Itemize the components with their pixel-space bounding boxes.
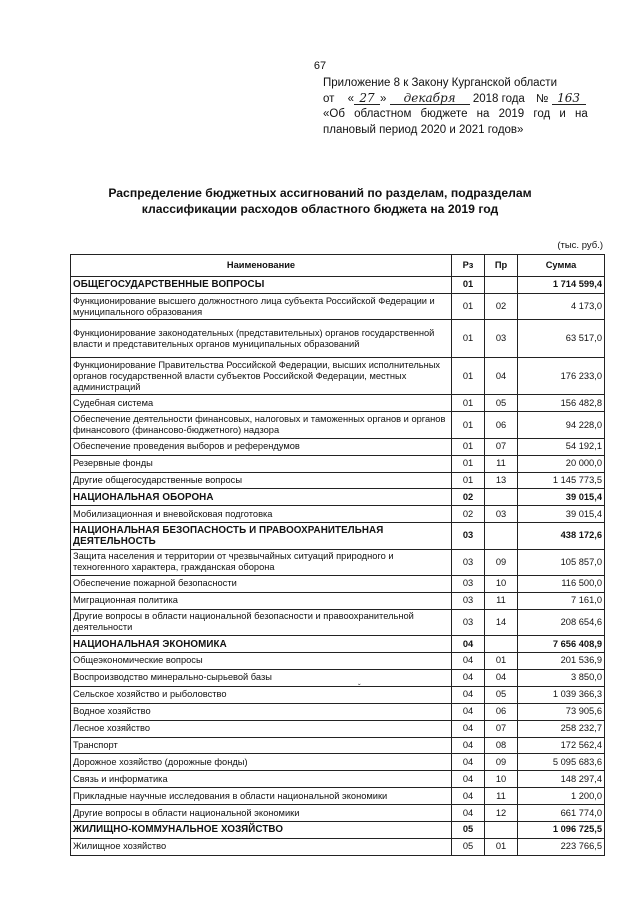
cell-sum: 20 000,0 (518, 455, 605, 472)
year-text: 2018 года (472, 92, 525, 105)
header-pr: Пр (485, 255, 518, 277)
cell-name: Функционирование Правительства Российской Федерации, высших исполнительных органов государственной власти субъектов Российской Федерации, местных администраций (71, 357, 452, 395)
cell-sum: 7 656 408,9 (518, 636, 605, 653)
cell-pr: 03 (485, 506, 518, 523)
cell-sum: 1 145 773,5 (518, 472, 605, 489)
cell-pr: 04 (485, 357, 518, 395)
cell-pr: 01 (485, 653, 518, 670)
cell-rz: 03 (452, 575, 485, 592)
table-header-row (71, 255, 605, 277)
cell-pr: 09 (485, 754, 518, 771)
table-row (71, 506, 605, 523)
cell-sum: 63 517,0 (518, 320, 605, 358)
table-row (71, 455, 605, 472)
header-name: Наименование (71, 255, 452, 277)
number-label: № (536, 92, 549, 105)
cell-name: Миграционная политика (71, 592, 452, 609)
table-row (71, 395, 605, 412)
day-open-quote: « (347, 92, 355, 105)
cell-sum: 208 654,6 (518, 609, 605, 635)
cell-pr: 05 (485, 395, 518, 412)
budget-table (70, 254, 605, 856)
units-label: (тыс. руб.) (557, 240, 603, 251)
cell-sum: 1 714 599,4 (518, 277, 605, 294)
table-row (71, 320, 605, 358)
cell-pr: 06 (485, 703, 518, 720)
cell-rz: 02 (452, 506, 485, 523)
cell-pr: 14 (485, 609, 518, 635)
table-row (71, 293, 605, 319)
cell-sum: 1 200,0 (518, 788, 605, 805)
cell-name: Воспроизводство минерально-сырьевой базы (71, 669, 452, 686)
table-row (71, 669, 605, 686)
from-label: от (323, 92, 335, 105)
section-row (71, 489, 605, 506)
table-row (71, 438, 605, 455)
cell-name: Транспорт (71, 737, 452, 754)
section-row (71, 277, 605, 294)
cell-rz: 01 (452, 277, 485, 294)
cell-sum: 201 536,9 (518, 653, 605, 670)
cell-pr: 08 (485, 737, 518, 754)
cell-sum: 258 232,7 (518, 720, 605, 737)
cell-sum: 116 500,0 (518, 575, 605, 592)
cell-sum: 176 233,0 (518, 357, 605, 395)
table-row (71, 609, 605, 635)
cell-name: Общеэкономические вопросы (71, 653, 452, 670)
cell-pr: 10 (485, 575, 518, 592)
cell-sum: 1 039 366,3 (518, 686, 605, 703)
table-row (71, 838, 605, 855)
cell-sum: 105 857,0 (518, 549, 605, 575)
cell-pr (485, 277, 518, 294)
cell-rz: 04 (452, 636, 485, 653)
cell-sum: 39 015,4 (518, 506, 605, 523)
header-sum: Сумма (518, 255, 605, 277)
cell-sum: 223 766,5 (518, 838, 605, 855)
cell-pr: 04 (485, 669, 518, 686)
document-title (60, 185, 580, 217)
cell-rz: 04 (452, 788, 485, 805)
cell-name: НАЦИОНАЛЬНАЯ ЭКОНОМИКА (71, 636, 452, 653)
table-row (71, 703, 605, 720)
cell-rz: 03 (452, 592, 485, 609)
cell-rz: 03 (452, 609, 485, 635)
cell-rz: 01 (452, 293, 485, 319)
cell-pr: 11 (485, 592, 518, 609)
cell-name: НАЦИОНАЛЬНАЯ БЕЗОПАСНОСТЬ И ПРАВООХРАНИТЕЛЬНАЯ ДЕЯТЕЛЬНОСТЬ (71, 523, 452, 549)
cell-name: Водное хозяйство (71, 703, 452, 720)
cell-rz: 05 (452, 838, 485, 855)
cell-sum: 5 095 683,6 (518, 754, 605, 771)
cell-name: Другие вопросы в области национальной экономики (71, 805, 452, 822)
cell-pr: 10 (485, 771, 518, 788)
cell-rz: 03 (452, 523, 485, 549)
cell-pr: 07 (485, 720, 518, 737)
cell-name: Функционирование законодательных (представительных) органов государственной власти и представительных органов муниципальных образований (71, 320, 452, 358)
cell-name: Другие вопросы в области национальной безопасности и правоохранительной деятельности (71, 609, 452, 635)
cell-sum: 148 297,4 (518, 771, 605, 788)
cell-rz: 04 (452, 669, 485, 686)
cell-name: Лесное хозяйство (71, 720, 452, 737)
cell-pr (485, 821, 518, 838)
table-row (71, 575, 605, 592)
section-row (71, 821, 605, 838)
cell-name: Жилищное хозяйство (71, 838, 452, 855)
header-rz: Рз (452, 255, 485, 277)
table-row (71, 720, 605, 737)
cell-pr: 11 (485, 788, 518, 805)
table-row (71, 653, 605, 670)
cell-name: Связь и информатика (71, 771, 452, 788)
cell-pr: 13 (485, 472, 518, 489)
table-row (71, 737, 605, 754)
cell-rz: 01 (452, 395, 485, 412)
cell-sum: 73 905,6 (518, 703, 605, 720)
handwritten-day: 27 (354, 92, 380, 105)
cell-rz: 04 (452, 754, 485, 771)
section-row (71, 523, 605, 549)
cell-rz: 01 (452, 438, 485, 455)
table-row (71, 771, 605, 788)
cell-name: Защита населения и территории от чрезвычайных ситуаций природного и техногенного характера, гражданская оборона (71, 549, 452, 575)
table-row (71, 805, 605, 822)
handwritten-month: декабря (390, 92, 470, 105)
table-row (71, 754, 605, 771)
table-body (71, 277, 605, 856)
appendix-line-4: плановый период 2020 и 2021 годов» (323, 123, 524, 136)
cell-pr: 05 (485, 686, 518, 703)
appendix-line-2 (323, 92, 608, 108)
table-row (71, 472, 605, 489)
cell-name: Сельское хозяйство и рыболовство (71, 686, 452, 703)
cell-pr (485, 636, 518, 653)
handwritten-number: 163 (552, 92, 586, 105)
cell-name: Функционирование высшего должностного лица субъекта Российской Федерации и муниципального образования (71, 293, 452, 319)
cell-rz: 04 (452, 805, 485, 822)
cell-rz: 03 (452, 549, 485, 575)
cell-name: Обеспечение проведения выборов и референдумов (71, 438, 452, 455)
cell-sum: 1 096 725,5 (518, 821, 605, 838)
cell-pr: 07 (485, 438, 518, 455)
cell-pr (485, 489, 518, 506)
cell-name: Мобилизационная и вневойсковая подготовка (71, 506, 452, 523)
appendix-line-3: «Об областном бюджете на 2019 год и на (323, 108, 588, 120)
cell-rz: 04 (452, 653, 485, 670)
cell-rz: 01 (452, 412, 485, 438)
cell-rz: 01 (452, 357, 485, 395)
cell-name: Обеспечение деятельности финансовых, налоговых и таможенных органов и органов финансового (финансово-бюджетного) надзора (71, 412, 452, 438)
cell-rz: 04 (452, 703, 485, 720)
table-row (71, 788, 605, 805)
cell-name: ЖИЛИЩНО-КОММУНАЛЬНОЕ ХОЗЯЙСТВО (71, 821, 452, 838)
stray-mark: ˇ (358, 683, 361, 692)
cell-rz: 02 (452, 489, 485, 506)
section-row (71, 636, 605, 653)
cell-rz: 04 (452, 737, 485, 754)
table-row (71, 412, 605, 438)
table-row (71, 686, 605, 703)
cell-sum: 94 228,0 (518, 412, 605, 438)
cell-pr: 03 (485, 320, 518, 358)
cell-rz: 01 (452, 455, 485, 472)
cell-sum: 7 161,0 (518, 592, 605, 609)
cell-name: Дорожное хозяйство (дорожные фонды) (71, 754, 452, 771)
cell-sum: 156 482,8 (518, 395, 605, 412)
cell-pr: 12 (485, 805, 518, 822)
cell-sum: 172 562,4 (518, 737, 605, 754)
cell-pr: 11 (485, 455, 518, 472)
cell-sum: 3 850,0 (518, 669, 605, 686)
appendix-line-1: Приложение 8 к Закону Курганской области (323, 77, 557, 89)
appendix-header (323, 76, 608, 138)
page-number: 67 (313, 60, 327, 72)
cell-pr (485, 523, 518, 549)
table-row (71, 549, 605, 575)
cell-rz: 05 (452, 821, 485, 838)
table-row (71, 357, 605, 395)
title-line-2: классификации расходов областного бюджета на 2019 год (141, 202, 499, 216)
cell-name: Обеспечение пожарной безопасности (71, 575, 452, 592)
cell-rz: 04 (452, 771, 485, 788)
cell-name: Прикладные научные исследования в области национальной экономики (71, 788, 452, 805)
cell-rz: 04 (452, 686, 485, 703)
day-close-quote: » (380, 92, 387, 105)
cell-pr: 02 (485, 293, 518, 319)
cell-name: Другие общегосударственные вопросы (71, 472, 452, 489)
table-row (71, 592, 605, 609)
cell-rz: 01 (452, 472, 485, 489)
cell-sum: 39 015,4 (518, 489, 605, 506)
cell-sum: 438 172,6 (518, 523, 605, 549)
cell-name: ОБЩЕГОСУДАРСТВЕННЫЕ ВОПРОСЫ (71, 277, 452, 294)
cell-pr: 06 (485, 412, 518, 438)
cell-sum: 4 173,0 (518, 293, 605, 319)
title-line-1: Распределение бюджетных ассигнований по разделам, подразделам (108, 186, 532, 200)
cell-name: Судебная система (71, 395, 452, 412)
cell-name: Резервные фонды (71, 455, 452, 472)
cell-sum: 54 192,1 (518, 438, 605, 455)
cell-rz: 01 (452, 320, 485, 358)
cell-pr: 01 (485, 838, 518, 855)
cell-rz: 04 (452, 720, 485, 737)
cell-pr: 09 (485, 549, 518, 575)
cell-name: НАЦИОНАЛЬНАЯ ОБОРОНА (71, 489, 452, 506)
cell-sum: 661 774,0 (518, 805, 605, 822)
